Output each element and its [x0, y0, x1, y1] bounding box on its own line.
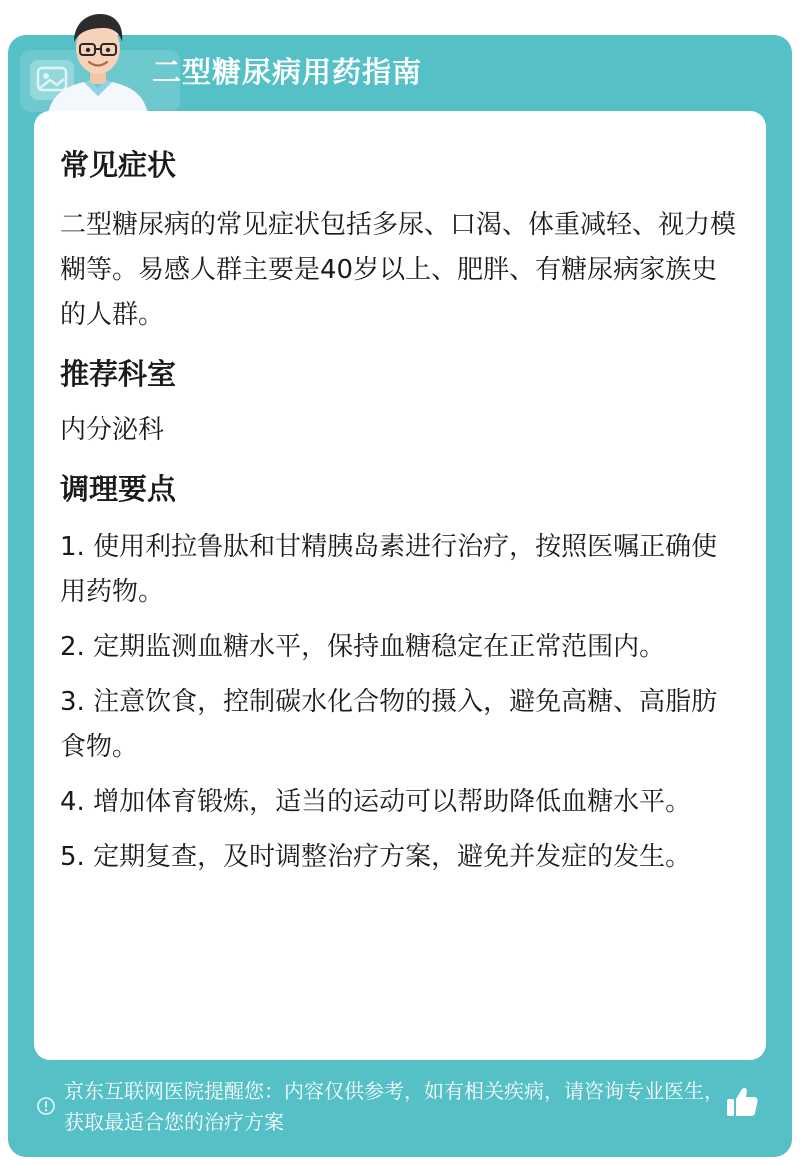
info-icon [36, 1096, 56, 1116]
department-title: 推荐科室 [60, 357, 177, 391]
symptoms-text: 二型糖尿病的常见症状包括多尿、口渴、体重减轻、视力模糊等。易感人群主要是40岁以上、肥胖、有糖尿病家族史的人群。 [60, 210, 737, 330]
page-title: 二型糖尿病用药指南 [152, 55, 423, 89]
thumbs-up-icon[interactable] [724, 1084, 760, 1120]
list-item: 4. 增加体育锻炼，适当的运动可以帮助降低血糖水平。 [60, 787, 692, 817]
department-text: 内分泌科 [60, 415, 165, 445]
care-list [60, 525, 740, 880]
content-panel [34, 111, 766, 1060]
list-item: 1. 使用利拉鲁肽和甘精胰岛素进行治疗，按照医嘱正确使用药物。 [60, 532, 718, 607]
care-title: 调理要点 [60, 472, 177, 506]
doctor-avatar-icon [44, 6, 152, 114]
list-item: 5. 定期复查，及时调整治疗方案，避免并发症的发生。 [60, 842, 692, 872]
symptoms-title: 常见症状 [60, 148, 177, 182]
disclaimer-text: 京东互联网医院提醒您：内容仅供参考，如有相关疾病，请咨询专业医生，获取最适合您的治疗方案 [64, 1079, 724, 1134]
list-item: 3. 注意饮食，控制碳水化合物的摄入，避免高糖、高脂肪食物。 [60, 687, 718, 762]
list-item: 2. 定期监测血糖水平，保持血糖稳定在正常范围内。 [60, 632, 666, 662]
